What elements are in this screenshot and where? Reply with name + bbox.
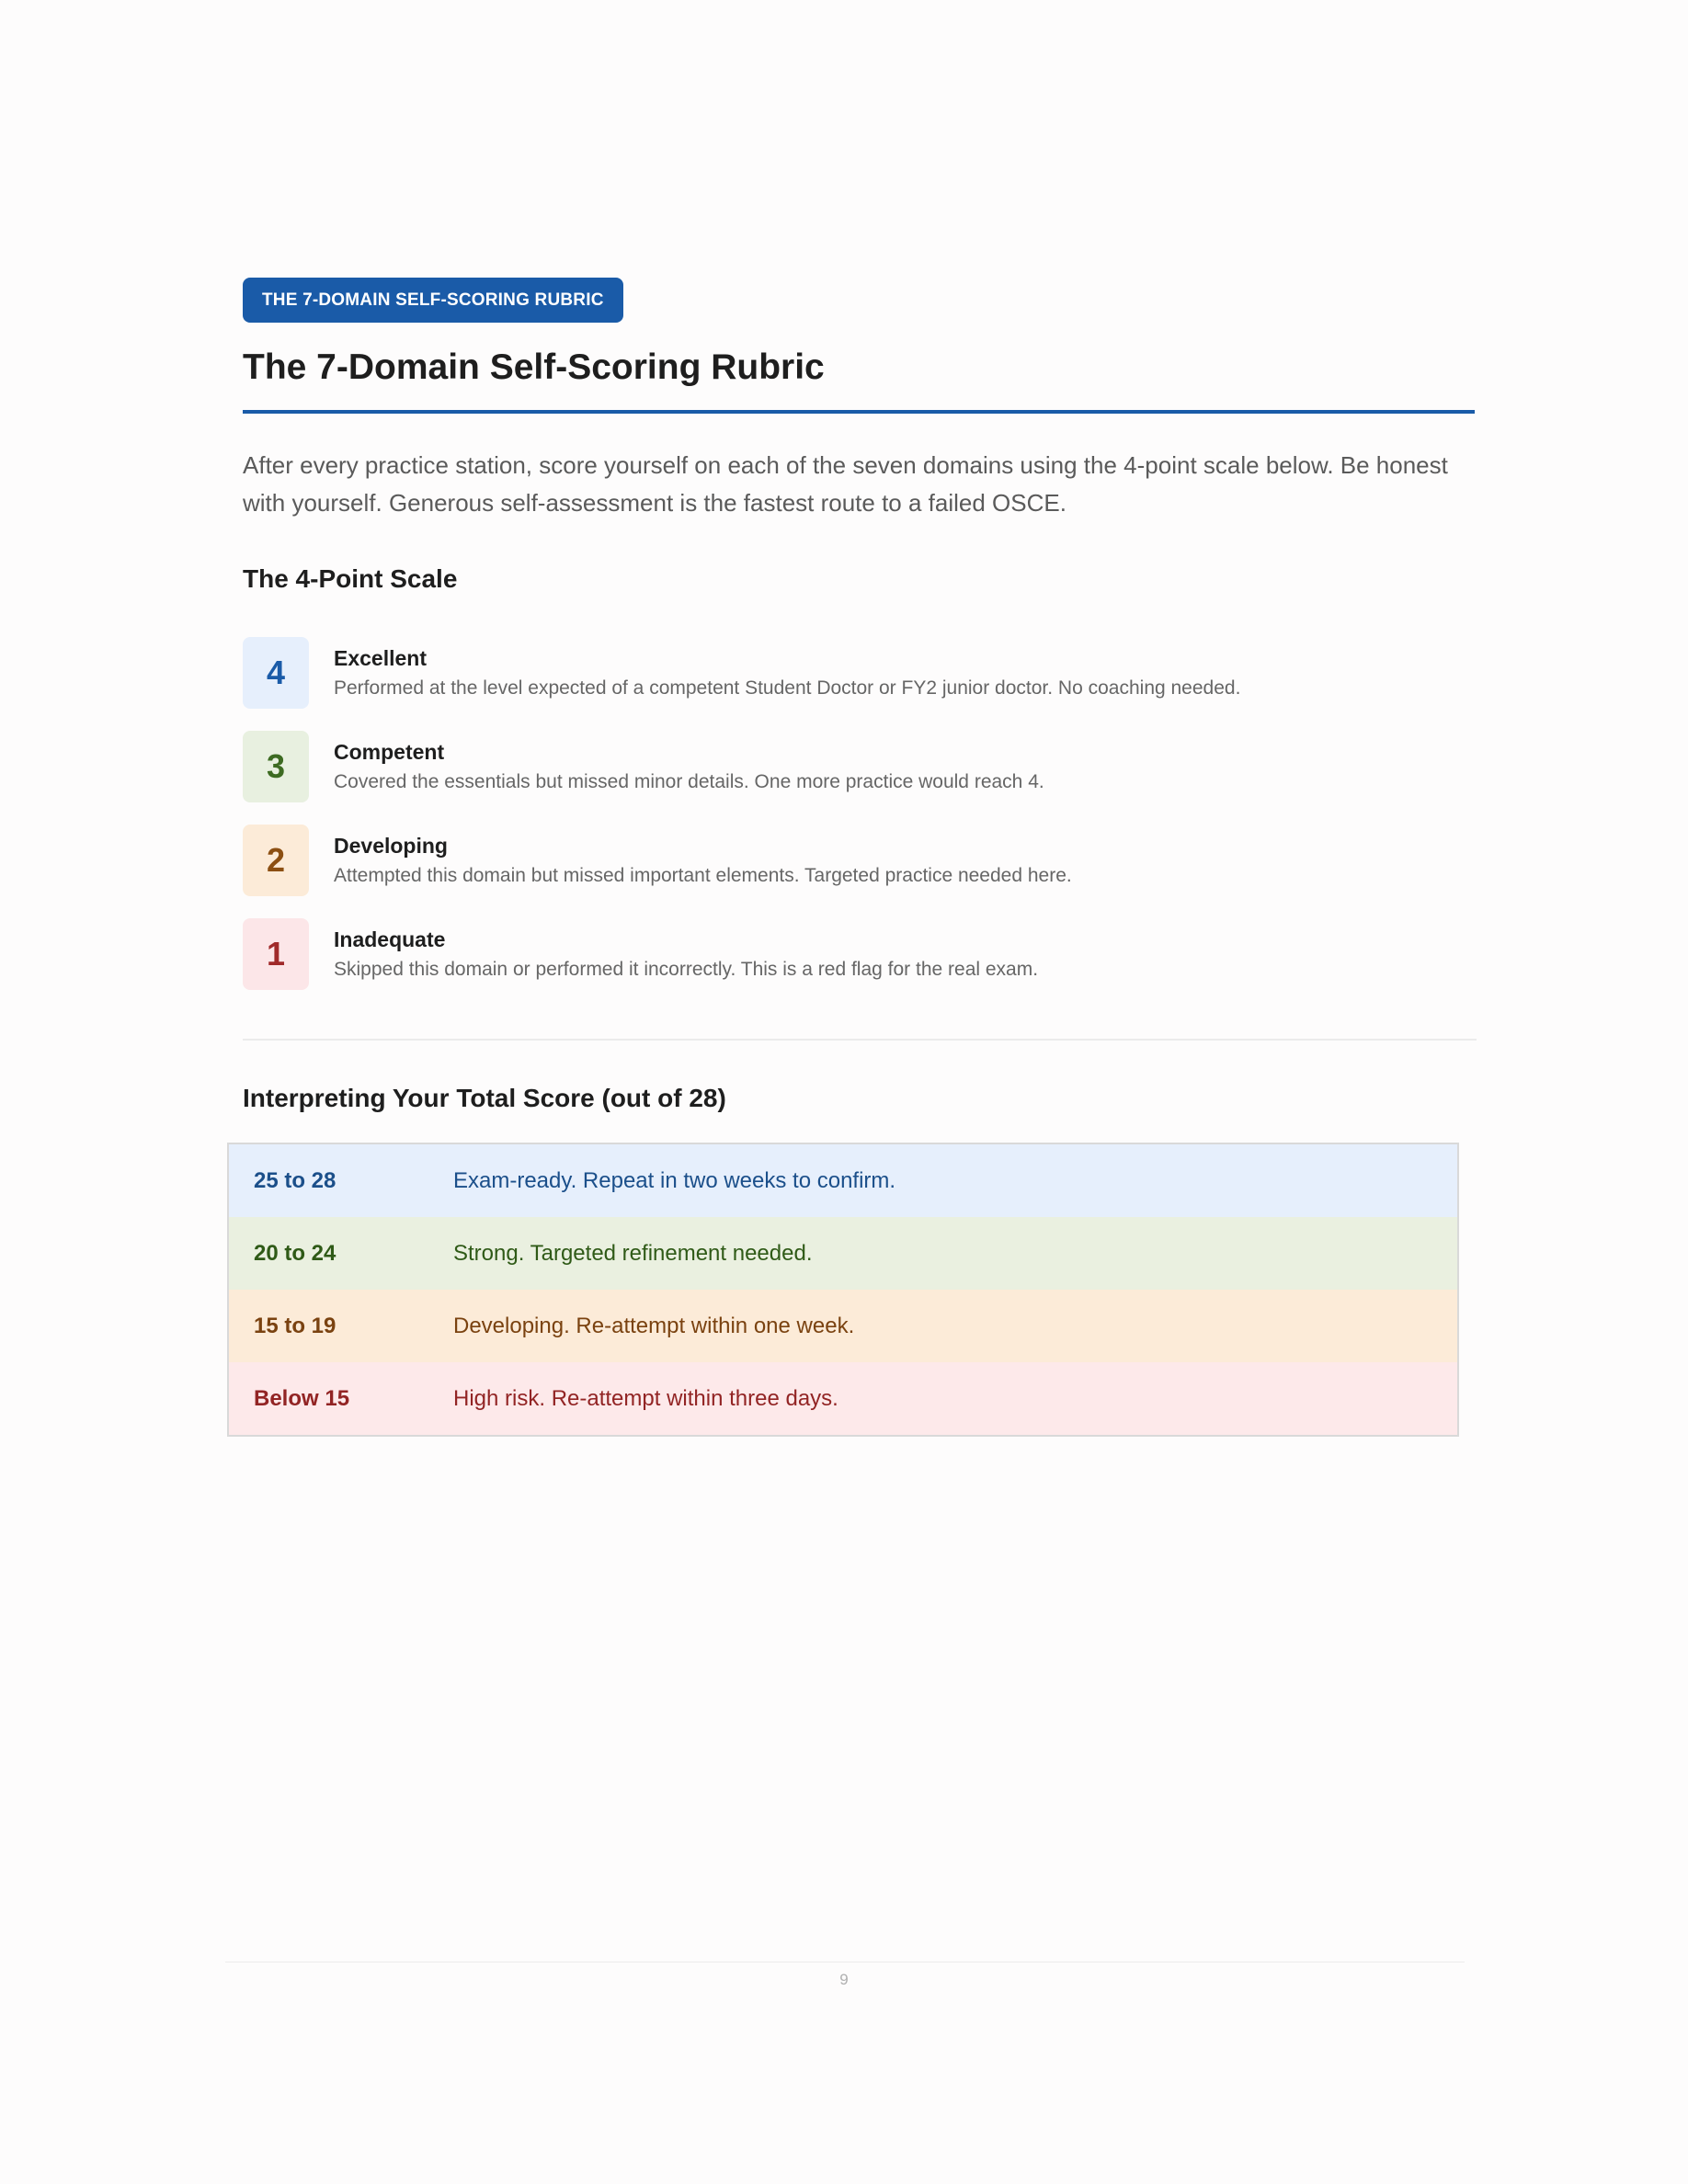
scale-description: Skipped this domain or performed it incorrectly. This is a red flag for the real exam. [334, 958, 1039, 980]
table-row [229, 1290, 1457, 1362]
scale-label: Developing [334, 833, 448, 858]
score-interpretation-table [227, 1143, 1459, 1437]
scale-label: Competent [334, 739, 445, 764]
scale-list [243, 637, 1475, 990]
scale-text [334, 832, 1072, 890]
score-badge: 3 [243, 731, 309, 802]
score-badge: 4 [243, 637, 309, 709]
score-badge: 1 [243, 918, 309, 990]
scale-description: Performed at the level expected of a competent Student Doctor or FY2 junior doctor. No coaching needed. [334, 677, 1241, 699]
score-meaning: Exam-ready. Repeat in two weeks to confirm. [453, 1167, 896, 1193]
title-divider [243, 410, 1475, 414]
score-range: 15 to 19 [254, 1313, 336, 1338]
scale-item [243, 637, 1475, 709]
scale-text [334, 738, 1044, 796]
score-meaning: High risk. Re-attempt within three days. [453, 1385, 838, 1411]
scale-description: Covered the essentials but missed minor details. One more practice would reach 4. [334, 770, 1044, 792]
score-meaning: Strong. Targeted refinement needed. [453, 1240, 813, 1266]
section-tag: THE 7-DOMAIN SELF-SCORING RUBRIC [243, 278, 623, 323]
scale-item [243, 731, 1475, 802]
table-row [229, 1144, 1457, 1217]
page-content [243, 278, 1475, 1437]
scale-heading: The 4-Point Scale [243, 564, 458, 593]
score-range: 25 to 28 [254, 1167, 336, 1193]
score-badge: 2 [243, 825, 309, 896]
score-meaning: Developing. Re-attempt within one week. [453, 1313, 855, 1338]
scale-text [334, 644, 1240, 702]
scale-description: Attempted this domain but missed important elements. Targeted practice needed here. [334, 864, 1072, 886]
scale-label: Inadequate [334, 927, 446, 951]
scale-item [243, 918, 1475, 990]
scale-text [334, 926, 1038, 984]
score-range: Below 15 [254, 1385, 350, 1411]
score-range: 20 to 24 [254, 1240, 336, 1266]
page-title: The 7-Domain Self-Scoring Rubric [243, 347, 825, 387]
intro-paragraph: After every practice station, score yourself on each of the seven domains using the 4-point scale below. Be honest with yourself. Generous self-assessment is the fastest route to a failed OSCE. [243, 451, 1448, 517]
section-divider [243, 1039, 1477, 1041]
scale-label: Excellent [334, 645, 427, 670]
page-number: 9 [839, 1971, 849, 1988]
table-row [229, 1362, 1457, 1435]
interpretation-heading: Interpreting Your Total Score (out of 28) [243, 1084, 726, 1112]
table-row [229, 1217, 1457, 1290]
scale-item [243, 825, 1475, 896]
